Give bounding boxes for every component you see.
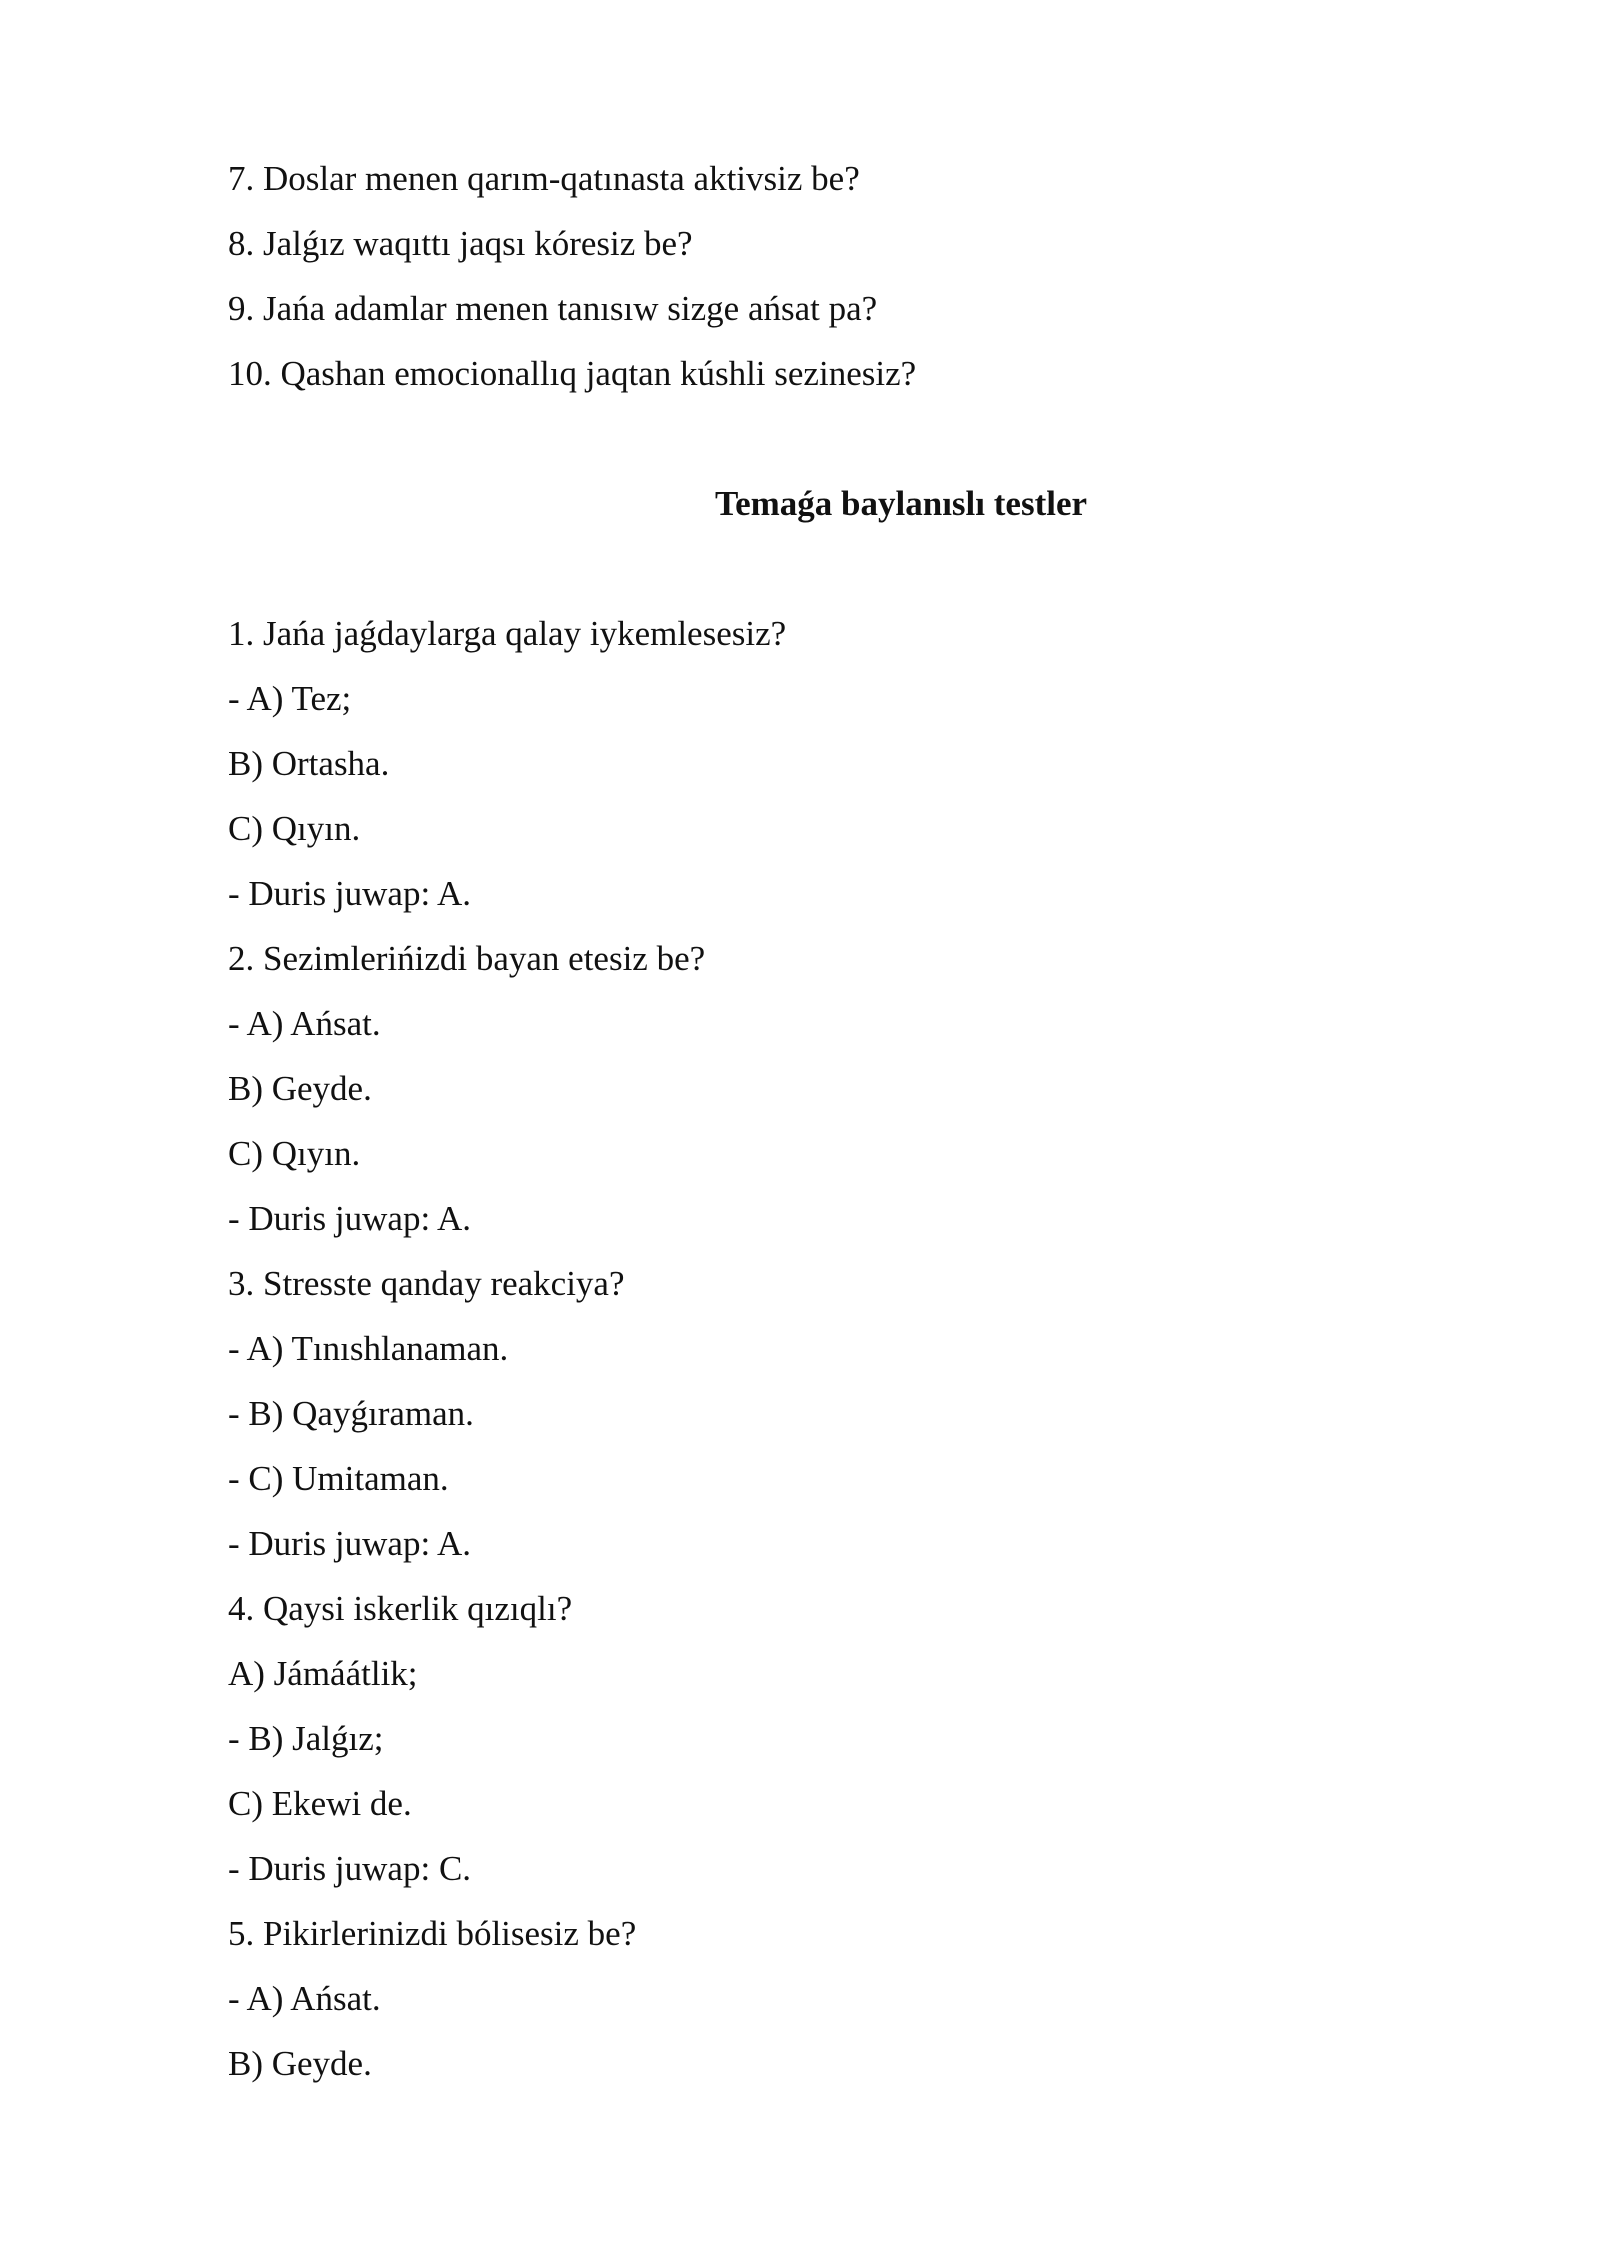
- answer-option: - A) Ańsat.: [228, 1979, 381, 2018]
- spacer: [228, 536, 1488, 601]
- question-line: 10. Qashan emocionallıq jaqtan kúshli sezinesiz?: [228, 354, 917, 393]
- correct-answer: - Duris juwap: A.: [228, 1524, 472, 1563]
- answer-option: - A) Ańsat.: [228, 1004, 381, 1043]
- question-line: 8. Jalǵız waqıttı jaqsı kóresiz be?: [228, 224, 693, 263]
- answer-option: B) Ortasha.: [228, 744, 390, 783]
- answer-option: - B) Jalǵız;: [228, 1719, 384, 1758]
- spacer: [228, 406, 1488, 471]
- test-question: 4. Qaysi iskerlik qızıqlı?: [228, 1589, 573, 1628]
- answer-option: B) Geyde.: [228, 1069, 372, 1108]
- section-title: Temaǵa baylanıslı testler: [714, 484, 1088, 523]
- answer-option: - B) Qayǵıraman.: [228, 1394, 474, 1433]
- document-body: [228, 146, 1488, 2096]
- answer-option: C) Qıyın.: [228, 1134, 361, 1173]
- test-question: 1. Jańa jaǵdaylarga qalay iykemlesesiz?: [228, 614, 787, 653]
- correct-answer: - Duris juwap: A.: [228, 874, 472, 913]
- question-line: 9. Jańa adamlar menen tanısıw sizge ańsat pa?: [228, 289, 878, 328]
- question-line: 7. Doslar menen qarım-qatınasta aktivsiz be?: [228, 159, 860, 198]
- correct-answer: - Duris juwap: A.: [228, 1199, 472, 1238]
- answer-option: - A) Tez;: [228, 679, 352, 718]
- answer-option: C) Ekewi de.: [228, 1784, 412, 1823]
- test-question: 5. Pikirlerinizdi bólisesiz be?: [228, 1914, 637, 1953]
- test-question: 2. Sezimlerińizdi bayan etesiz be?: [228, 939, 706, 978]
- answer-option: - A) Tınıshlanaman.: [228, 1329, 509, 1368]
- correct-answer: - Duris juwap: C.: [228, 1849, 472, 1888]
- test-question: 3. Stresste qanday reakciya?: [228, 1264, 625, 1303]
- answer-option: C) Qıyın.: [228, 809, 361, 848]
- answer-option: B) Geyde.: [228, 2044, 372, 2083]
- answer-option: - C) Umitaman.: [228, 1459, 449, 1498]
- answer-option: A) Jámáátlik;: [228, 1654, 418, 1693]
